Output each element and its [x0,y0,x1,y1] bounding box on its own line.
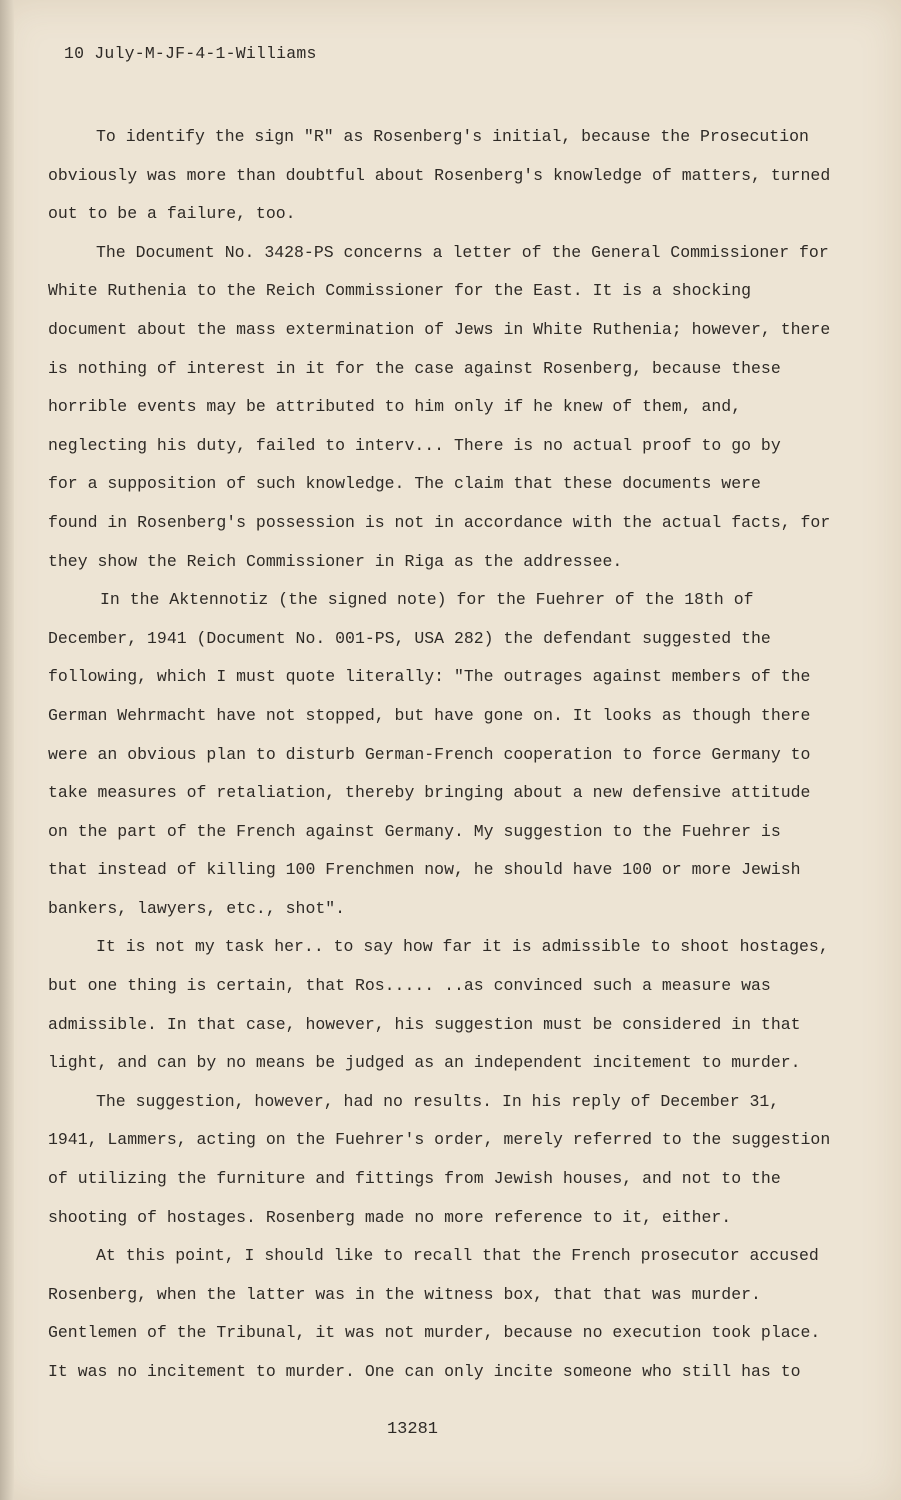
text-line: but one thing is certain, that Ros..... ..as convinced such a measure was [48,976,771,996]
text-line: Gentlemen of the Tribunal, it was not murder, because no execution took place. [48,1323,821,1343]
text-line: To identify the sign "R" as Rosenberg's initial, because the Prosecution [96,127,809,146]
paragraph-hostages [48,928,848,1082]
text-line: on the part of the French against Germany. My suggestion to the Fuehrer is [48,821,781,841]
paragraph-no-results [48,1083,848,1237]
text-line: December, 1941 (Document No. 001-PS, USA 282) the defendant suggested the [48,628,771,648]
text-line: At this point, I should like to recall that the French prosecutor accused [96,1246,819,1266]
page-binding-edge [0,0,14,1500]
text-line: White Ruthenia to the Reich Commissioner for the East. It is a shocking [48,281,752,301]
text-line: out to be a failure, too. [48,204,296,224]
page-header: 10 July-M-JF-4-1-Williams [64,44,317,63]
text-line: for a supposition of such knowledge. The claim that these documents were [48,474,761,494]
text-line: of utilizing the furniture and fittings from Jewish houses, and not to the [48,1169,781,1189]
text-line: The suggestion, however, had no results. In his reply of December 31, [96,1091,780,1111]
text-line: In the Aktennotiz (the signed note) for the Fuehrer of the 18th of [100,590,754,610]
text-line: document about the mass extermination of Jews in White Ruthenia; however, there [48,319,831,339]
text-line: that instead of killing 100 Frenchmen now, he should have 100 or more Jewish [48,860,801,880]
text-line: following, which I must quote literally: "The outrages against members of the [48,667,811,687]
text-line: admissible. In that case, however, his suggestion must be considered in that [48,1014,801,1034]
text-line: Rosenberg, when the latter was in the witness box, that that was murder. [48,1284,761,1304]
text-line: light, and can by no means be judged as an independent incitement to murder. [48,1053,801,1073]
text-line: 1941, Lammers, acting on the Fuehrer's order, merely referred to the suggestion [48,1130,831,1150]
text-line: were an obvious plan to disturb German-French cooperation to force Germany to [48,744,811,764]
text-line: they show the Reich Commissioner in Riga as the addressee. [48,551,623,571]
paragraph-document-3428-ps [48,234,848,581]
text-line: is nothing of interest in it for the case against Rosenberg, because these [48,358,781,378]
text-line: It was no incitement to murder. One can only incite someone who still has to [48,1362,801,1381]
page-number: 13281 [386,1420,438,1439]
document-body [48,118,848,1392]
text-line: It is not my task her.. to say how far it is admissible to shoot hostages, [96,937,829,957]
text-line: obviously was more than doubtful about Rosenberg's knowledge of matters, turned [48,165,831,185]
paragraph-sign-r [48,118,848,234]
text-line: shooting of hostages. Rosenberg made no more reference to it, either. [48,1207,732,1227]
text-line: neglecting his duty, failed to interv... There is no actual proof to go by [48,435,781,455]
text-line: horrible events may be attributed to him only if he knew of them, and, [48,397,742,417]
paragraph-aktennotiz [48,581,848,928]
text-line: German Wehrmacht have not stopped, but have gone on. It looks as though there [48,705,811,725]
text-line: take measures of retaliation, thereby bringing about a new defensive attitude [48,783,811,803]
text-line: found in Rosenberg's possession is not in accordance with the actual facts, for [48,512,831,532]
text-line: bankers, lawyers, etc., shot". [48,898,346,918]
paragraph-french-prosecutor [48,1237,848,1391]
text-line: The Document No. 3428-PS concerns a letter of the General Commissioner for [96,242,829,262]
